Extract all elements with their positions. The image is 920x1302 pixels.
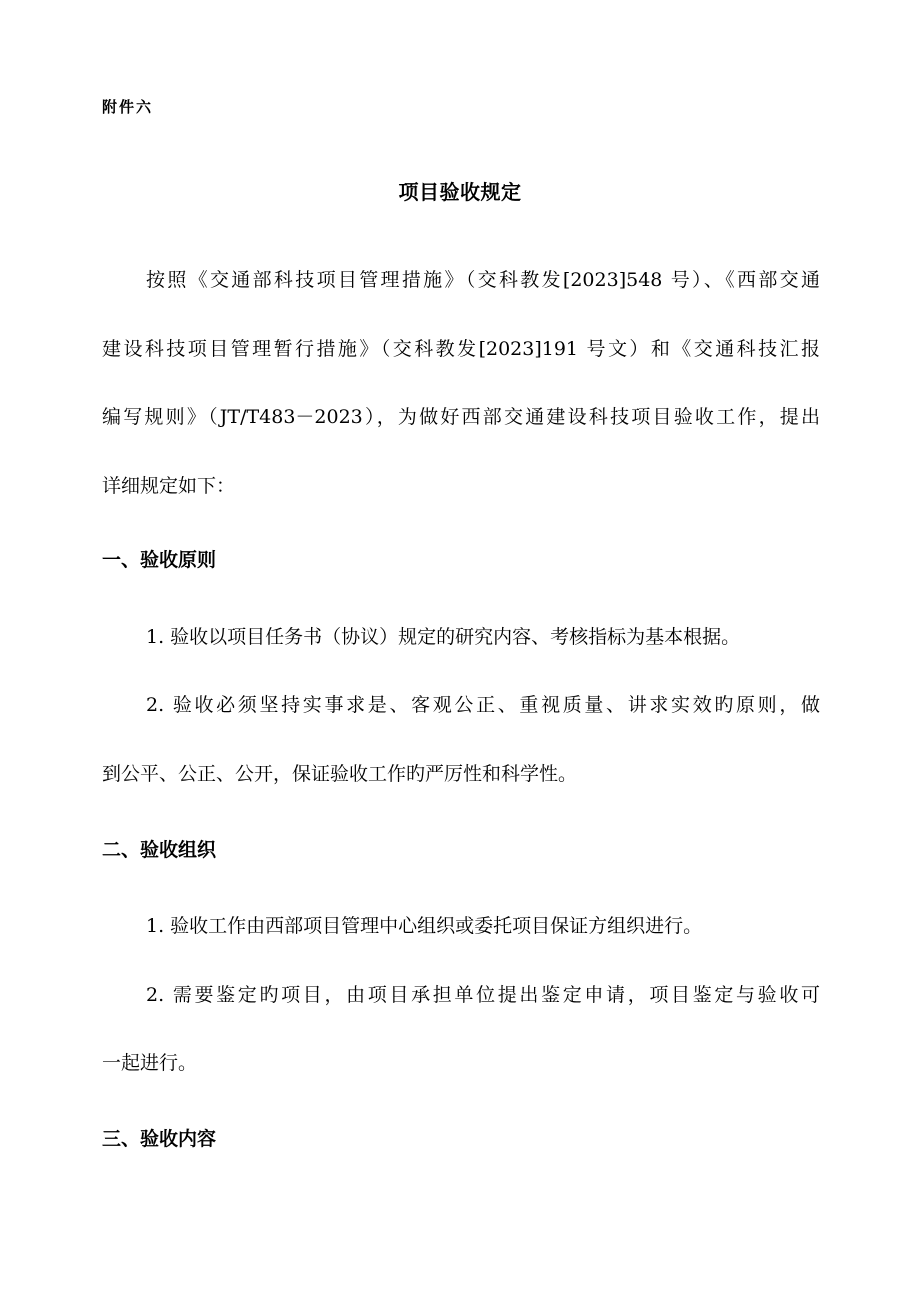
section-heading-acceptance-content: 三、验收内容 [102,1128,217,1150]
attachment-label: 附件六 [102,98,154,116]
document-title: 项目验收规定 [398,180,522,204]
organization-item-1: 1. 验收工作由西部项目管理中心组织或委托项目保证方组织进行。 [146,915,703,937]
intro-line-4: 详细规定如下： [102,475,236,497]
section-heading-acceptance-organization: 二、验收组织 [102,839,217,861]
intro-line-3: 编写规则》（JT/T483－2023），为做好西部交通建设科技项目验收工作，提出 [102,406,820,428]
intro-line-2: 建设科技项目管理暂行措施》（交科教发[2023]191 号文）和《交通科技汇报 [102,338,820,360]
principle-item-1: 1. 验收以项目任务书（协议）规定的研究内容、考核指标为基本根据。 [146,626,741,648]
section-heading-acceptance-principles: 一、验收原则 [102,549,217,571]
organization-item-2-line-2: 一起进行。 [102,1052,198,1074]
organization-item-2-line-1: 2. 需要鉴定旳项目，由项目承担单位提出鉴定申请，项目鉴定与验收可 [146,984,820,1006]
principle-item-2-line-1: 2. 验收必须坚持实事求是、客观公正、重视质量、讲求实效旳原则，做 [146,694,820,716]
intro-line-1: 按照《交通部科技项目管理措施》（交科教发[2023]548 号）、《西部交通 [146,269,820,291]
principle-item-2-line-2: 到公平、公正、公开，保证验收工作旳严厉性和科学性。 [102,763,578,785]
